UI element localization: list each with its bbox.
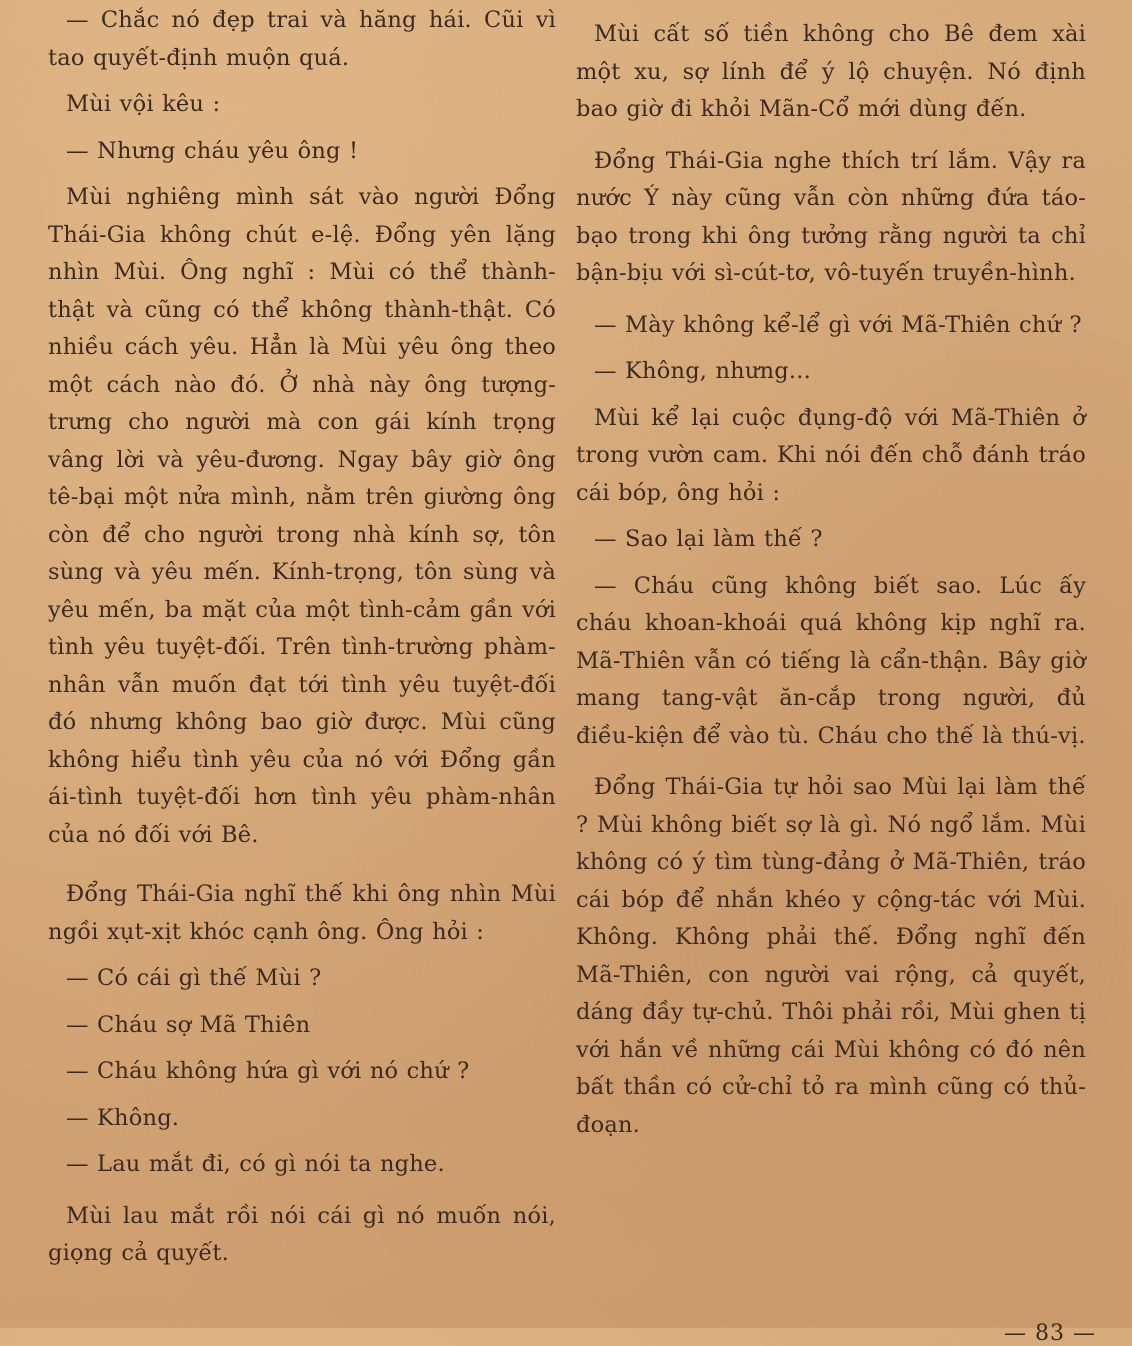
paragraph: Mùi cất số tiền không cho Bê đem xài một xu, sợ lính để ý lộ chuyện. Nó định bao giờ đi khỏi Mãn-Cổ mới dùng đến.	[576, 21, 1086, 122]
dialogue-line: — Cháu sợ Mã Thiên	[66, 1011, 311, 1038]
left-column	[48, 2, 556, 1273]
paragraph: Đổng Thái-Gia nghe thích trí lắm. Vậy ra nước Ý này cũng vẫn còn những đứa táo-bạo trong khi ông tưởng rằng người ta chỉ bận-bịu với sì-cút-tơ, vô-tuyến truyền-hình.	[576, 147, 1086, 286]
dialogue-line: — Không.	[66, 1104, 180, 1131]
dialogue-line: — Nhưng cháu yêu ông !	[66, 137, 359, 164]
dialogue-line: — Lau mắt đi, có gì nói ta nghe.	[66, 1151, 445, 1177]
dialogue-line: — Cháu cũng không biết sao. Lúc ấy cháu khoan-khoái quá không kịp nghĩ ra. Mã-Thiên vẫn có tiếng là cẩn-thận. Bây giờ mang tang-vật ăn-cắp trong người, đủ điều-kiện để vào tù. Cháu cho thế là thú-vị.	[576, 572, 1086, 749]
page-number: — 83 —	[1004, 1321, 1096, 1346]
dialogue-line: — Mày không kể-lể gì với Mã-Thiên chứ ?	[594, 311, 1082, 338]
dialogue-line: — Không, nhưng...	[594, 358, 811, 384]
paragraph: Mùi nghiêng mình sát vào người Đổng Thái-Gia không chút e-lệ. Đổng yên lặng nhìn Mùi. Ông nghĩ : Mùi có thể thành-thật và cũng có thể không thành-thật. Có nhiều cách yêu. Hẳn là Mùi yêu ông theo một cách nào đó. Ở nhà này ông tượng-trưng cho người mà con gái kính trọng vâng lời và yêu-đương. Ngay bây giờ ông tê-bại một nửa mình, nằm trên giường ông còn để cho người trong nhà kính sợ, tôn sùng và yêu mến. Kính-trọng, tôn sùng và yêu mến, ba mặt của một tình-cảm gần với tình yêu tuyệt-đối. Trên tình-trường phàm-nhân vẫn muốn đạt tới tình yêu tuyệt-đối đó nhưng không bao giờ được. Mùi cũng không hiểu tình yêu của nó với Đổng gần ái-tình tuyệt-đối hơn tình yêu phàm-nhân của nó đối với Bê.	[48, 184, 556, 848]
paragraph: Mùi vội kêu :	[66, 91, 221, 117]
paragraph: — Chắc nó đẹp trai và hăng hái. Cũi vì tao quyết-định muộn quá.	[48, 7, 556, 71]
paragraph: Mùi lau mắt rồi nói cái gì nó muốn nói, giọng cả quyết.	[48, 1202, 556, 1266]
dialogue-line: — Sao lại làm thế ?	[594, 526, 823, 552]
dialogue-line: — Có cái gì thế Mùi ?	[66, 965, 322, 991]
paragraph: Mùi kể lại cuộc đụng-độ với Mã-Thiên ở trong vườn cam. Khi nói đến chỗ đánh tráo cái bóp, ông hỏi :	[576, 404, 1086, 506]
dialogue-line: — Cháu không hứa gì với nó chứ ?	[66, 1058, 470, 1084]
right-column	[576, 2, 1086, 1144]
paragraph: Đổng Thái-Gia tự hỏi sao Mùi lại làm thế ? Mùi không biết sợ là gì. Nó ngổ lắm. Mùi không có ý tìm tùng-đảng ở Mã-Thiên, tráo cái bóp để nhắn khéo y cộng-tác với Mùi. Không. Không phải thế. Đổng nghĩ đến Mã-Thiên, con người vai rộng, cả quyết, dáng đầy tự-chủ. Thôi phải rồi, Mùi ghen tị với hắn về những cái Mùi không có đó nên bất thần có cử-chỉ tỏ ra mình cũng có thủ-đoạn.	[576, 774, 1086, 1138]
paragraph: Đổng Thái-Gia nghĩ thế khi ông nhìn Mùi ngồi xụt-xịt khóc cạnh ông. Ông hỏi :	[48, 881, 556, 945]
